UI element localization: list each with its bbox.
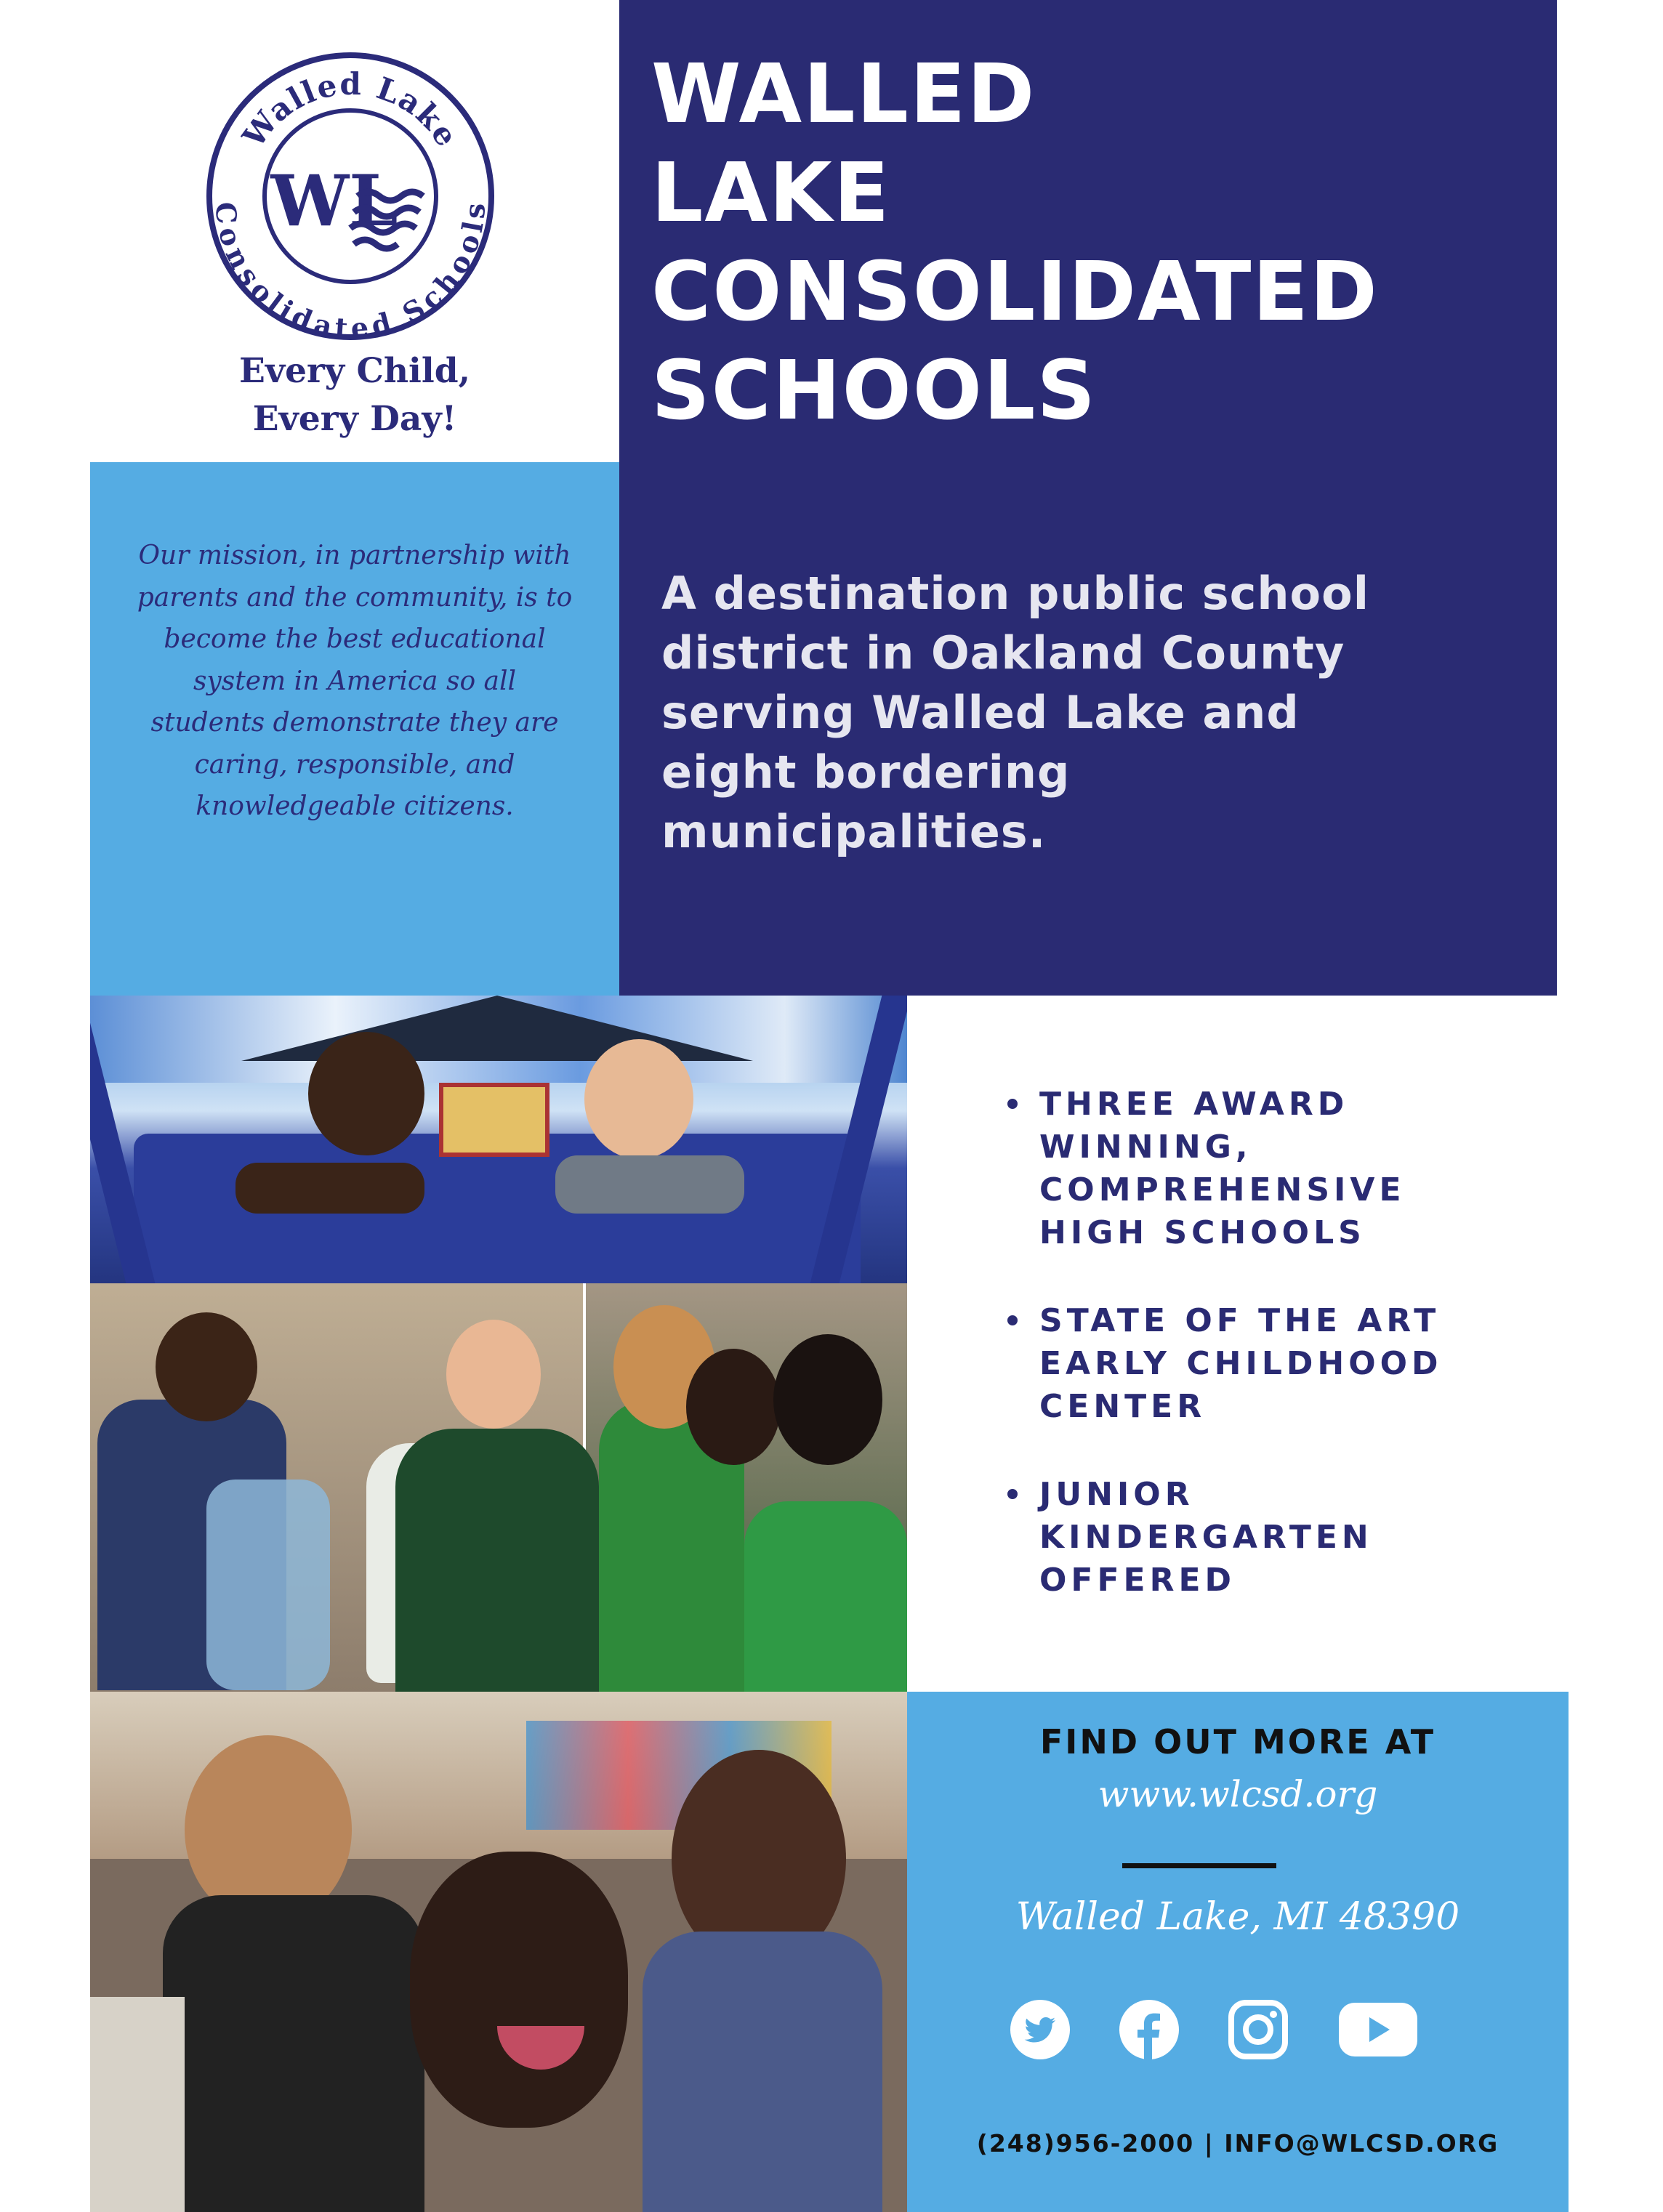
facebook-icon[interactable] xyxy=(1119,2000,1179,2059)
page-title xyxy=(651,45,1379,440)
bullet-icon xyxy=(1007,1315,1018,1325)
mission-box xyxy=(90,462,619,996)
bullet-icon xyxy=(1007,1489,1018,1499)
contact-panel xyxy=(907,1692,1569,2212)
highlight-text: THREE AWARD WINNING, COMPREHENSIVE HIGH SCHOOLS xyxy=(1039,1086,1406,1251)
logo-block xyxy=(90,0,619,462)
mission-statement: Our mission, in partnership with parents and the community, is to become the best educational system in America so all students demonstrate they are caring, responsible, and knowledgeable citizens. xyxy=(137,541,573,821)
district-description: A destination public school district in Oakland County serving Walled Lake and eight bordering municipalities. xyxy=(661,567,1369,858)
phone-email: (248)956-2000 | INFO@WLCSD.ORG xyxy=(976,2129,1499,2157)
tagline-line-2: Every Day! xyxy=(252,399,457,439)
highlight-item xyxy=(1003,1473,1512,1602)
highlight-text: STATE OF THE ART EARLY CHILDHOOD CENTER xyxy=(1039,1302,1443,1425)
highlight-text: JUNIOR KINDERGARTEN OFFERED xyxy=(1039,1476,1373,1599)
divider xyxy=(1122,1863,1276,1868)
address: Walled Lake, MI 48390 xyxy=(1015,1895,1460,1939)
students-photo xyxy=(90,1283,907,1692)
instagram-icon[interactable] xyxy=(1228,2000,1288,2059)
highlight-item xyxy=(1003,1299,1512,1428)
website-link[interactable]: www.wlcsd.org xyxy=(1098,1773,1378,1815)
seal-text-top: Walled Lake xyxy=(235,65,466,154)
seal-monogram: WL xyxy=(270,160,398,242)
tagline xyxy=(90,347,619,443)
title-panel xyxy=(619,0,1557,996)
title-line: LAKE xyxy=(651,146,891,241)
highlight-item xyxy=(1003,1083,1512,1254)
title-line: SCHOOLS xyxy=(651,344,1098,438)
twitter-icon[interactable] xyxy=(1010,2000,1070,2059)
seal-text-bottom: Consolidated Schools xyxy=(209,201,492,342)
playground-photo xyxy=(90,996,907,1283)
title-line: CONSOLIDATED xyxy=(651,245,1379,339)
reading-photo xyxy=(90,1692,907,2212)
youtube-icon[interactable] xyxy=(1337,2000,1419,2059)
title-line: WALLED xyxy=(651,47,1036,142)
tagline-line-1: Every Child, xyxy=(239,351,470,391)
highlights-list xyxy=(1003,1083,1512,1647)
find-out-more-heading: FIND OUT MORE AT xyxy=(1039,1722,1436,1761)
bullet-icon xyxy=(1007,1099,1018,1109)
district-seal-logo xyxy=(205,51,496,342)
